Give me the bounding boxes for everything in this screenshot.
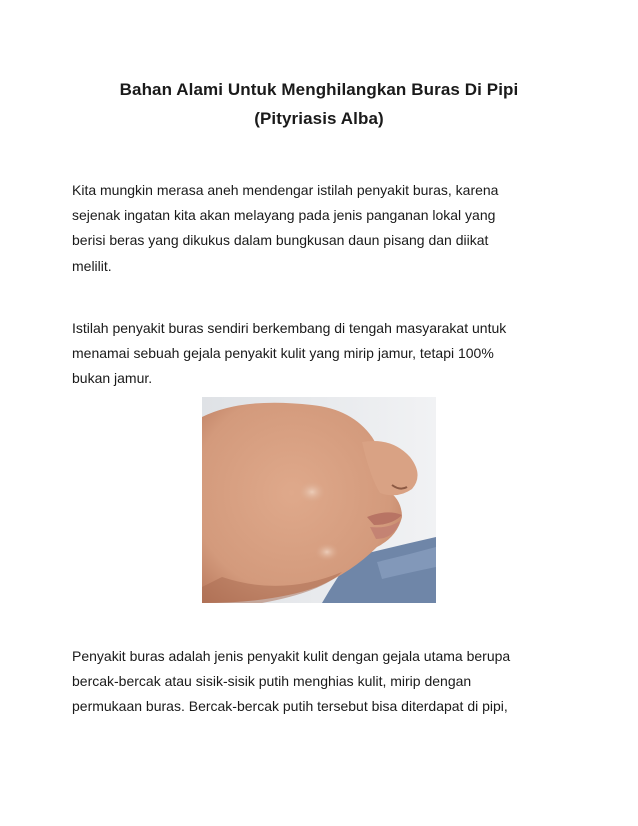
pityriasis-alba-photo <box>202 397 436 603</box>
paragraph-2-line-3: bukan jamur. <box>72 370 153 386</box>
face-illustration <box>202 397 436 603</box>
document-title-line-2: (Pityriasis Alba) <box>254 109 384 128</box>
paragraph-3-line-2: bercak-bercak atau sisik-sisik putih menghias kulit, mirip dengan <box>72 673 472 689</box>
white-patch-2 <box>315 543 339 561</box>
paragraph-1-line-2: sejenak ingatan kita akan melayang pada jenis panganan lokal yang <box>72 207 496 223</box>
document-title-line-1: Bahan Alami Untuk Menghilangkan Buras Di Pipi <box>119 80 519 99</box>
paragraph-3-line-3: permukaan buras. Bercak-bercak putih tersebut bisa diterdapat di pipi, <box>72 698 508 714</box>
paragraph-2-line-2: menamai sebuah gejala penyakit kulit yang mirip jamur, tetapi 100% <box>72 345 494 361</box>
paragraph-2-line-1: Istilah penyakit buras sendiri berkembang di tengah masyarakat untuk <box>72 320 507 336</box>
paragraph-3-line-1: Penyakit buras adalah jenis penyakit kulit dengan gejala utama berupa <box>72 648 511 664</box>
paragraph-1-line-4: melilit. <box>72 258 112 274</box>
paragraph-1-line-3: berisi beras yang dikukus dalam bungkusan daun pisang dan diikat <box>72 232 489 248</box>
white-patch-1 <box>298 481 326 503</box>
paragraph-1-line-1: Kita mungkin merasa aneh mendengar istilah penyakit buras, karena <box>72 182 499 198</box>
